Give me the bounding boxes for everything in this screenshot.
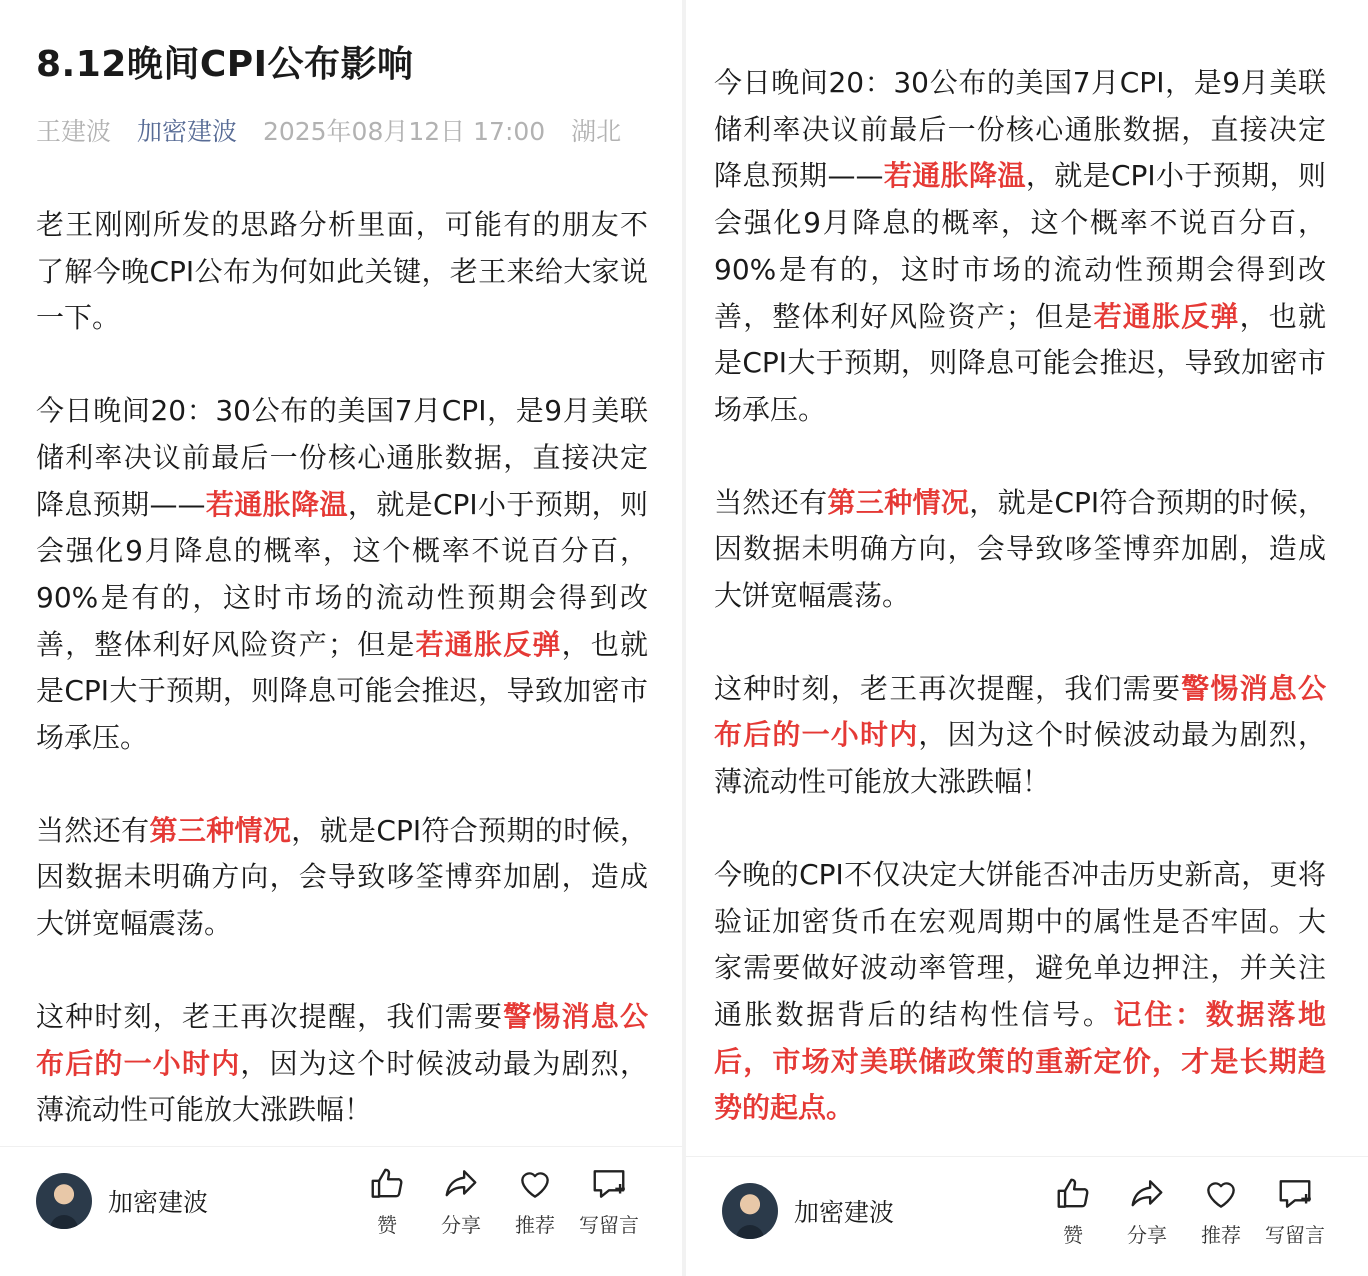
action-bar — [350, 1165, 646, 1238]
comment-button[interactable] — [1258, 1175, 1332, 1248]
recommend-label: 推荐 — [515, 1213, 555, 1237]
highlight-text: 若通胀反弹 — [415, 627, 562, 661]
author-link[interactable]: 王建波 — [36, 117, 112, 146]
highlight-text: 警惕消息公布后的一小时内 — [36, 999, 648, 1080]
article-body — [36, 202, 648, 1180]
author-name[interactable]: 加密建波 — [794, 1198, 895, 1227]
paragraph-text: ，因为这个时候波动最为剧烈，薄流动性可能放大涨跌幅！ — [714, 718, 1326, 799]
highlight-text: 记住：数据落地后，市场对美联储政策的重新定价，才是长期趋势的起点。 — [714, 997, 1326, 1125]
author-name[interactable]: 加密建波 — [108, 1188, 209, 1217]
author-card[interactable] — [722, 1183, 894, 1239]
paragraph-text: ，也就是CPI大于预期，则降息可能会推迟，导致加密市场承压。 — [714, 299, 1326, 426]
avatar[interactable] — [36, 1173, 92, 1229]
paragraph-text: 今日晚间20：30公布的美国7月CPI，是9月美联储利率决议前最后一份核心通胀数据，直接决定降息预期—— — [714, 66, 1326, 193]
paragraph-conclusion — [714, 852, 1326, 1132]
recommend-button[interactable] — [1184, 1175, 1258, 1248]
share-button[interactable] — [424, 1165, 498, 1238]
highlight-text: 若通胀降温 — [205, 487, 348, 521]
paragraph-intro — [36, 202, 648, 342]
account-link[interactable]: 加密建波 — [136, 117, 237, 146]
comment-label: 写留言 — [579, 1213, 639, 1237]
paragraph-text: ，就是CPI小于预期，则会强化9月降息的概率，这个概率不说百分百，90%是有的，这时市场的流动性预期会得到改善，整体利好风险资产；但是 — [714, 159, 1326, 333]
thumbs-up-icon — [1054, 1175, 1092, 1213]
highlight-text: 若通胀反弹 — [1093, 299, 1240, 333]
bottom-bar — [0, 1146, 682, 1276]
share-button[interactable] — [1110, 1175, 1184, 1248]
paragraph-text: 今晚的CPI不仅决定大饼能否冲击历史新高，更将验证加密货币在宏观周期中的属性是否牢固。大家需要做好波动率管理，避免单边押注，并关注通胀数据背后的结构性信号。 — [714, 857, 1326, 1031]
highlight-text: 第三种情况 — [149, 813, 292, 847]
paragraph-text: ，就是CPI符合预期的时候，因数据未明确方向，会导致哆筌博弈加剧，造成大饼宽幅震荡。 — [36, 813, 648, 941]
highlight-text: 第三种情况 — [827, 485, 970, 519]
paragraph-text: 今日晚间20：30公布的美国7月CPI，是9月美联储利率决议前最后一份核心通胀数据，直接决定降息预期—— — [36, 394, 648, 521]
like-button[interactable] — [1036, 1175, 1110, 1248]
comment-button[interactable] — [572, 1165, 646, 1238]
paragraph-cpi — [714, 60, 1326, 434]
article-meta — [36, 112, 639, 148]
author-card[interactable] — [36, 1173, 208, 1229]
paragraph-cpi — [36, 388, 648, 762]
paragraph-warning — [36, 994, 648, 1134]
paragraph-third-case — [36, 808, 648, 948]
avatar[interactable] — [722, 1183, 778, 1239]
comment-label: 写留言 — [1265, 1223, 1325, 1247]
publish-time: 2025年08月12日 17:00 — [262, 117, 546, 146]
comment-icon — [1276, 1175, 1314, 1213]
paragraph-text: ，因为这个时候波动最为剧烈，薄流动性可能放大涨跌幅！ — [36, 1046, 648, 1127]
highlight-text: 若通胀降温 — [883, 159, 1026, 193]
paragraph-text: ，就是CPI符合预期的时候，因数据未明确方向，会导致哆筌博弈加剧，造成大饼宽幅震荡。 — [714, 485, 1326, 613]
heart-icon — [1202, 1175, 1240, 1213]
action-bar — [1036, 1175, 1332, 1248]
comment-icon — [590, 1165, 628, 1203]
paragraph-text: 老王刚刚所发的思路分析里面，可能有的朋友不了解今晚CPI公布为何如此关键，老王来给大家说一下。 — [36, 208, 648, 335]
share-arrow-icon — [442, 1165, 480, 1203]
paragraph-text: 当然还有 — [714, 485, 828, 519]
left-screenshot — [0, 0, 682, 1276]
article-title: 8.12晚间CPI公布影响 — [36, 44, 414, 85]
recommend-button[interactable] — [498, 1165, 572, 1238]
share-label: 分享 — [1127, 1223, 1167, 1247]
paragraph-text: 这种时刻，老王再次提醒，我们需要 — [714, 671, 1182, 705]
like-button[interactable] — [350, 1165, 424, 1238]
paragraph-text: ，也就是CPI大于预期，则降息可能会推迟，导致加密市场承压。 — [36, 627, 648, 755]
like-label: 赞 — [1063, 1223, 1083, 1247]
thumbs-up-icon — [368, 1165, 406, 1203]
share-arrow-icon — [1128, 1175, 1166, 1213]
heart-icon — [516, 1165, 554, 1203]
paragraph-warning — [714, 666, 1326, 806]
paragraph-text: 当然还有 — [36, 813, 150, 847]
recommend-label: 推荐 — [1201, 1223, 1241, 1247]
article-body-continued — [714, 60, 1326, 1178]
highlight-text: 警惕消息公布后的一小时内 — [714, 671, 1326, 752]
paragraph-text: 这种时刻，老王再次提醒，我们需要 — [36, 999, 504, 1033]
paragraph-third-case — [714, 480, 1326, 620]
paragraph-text: ，就是CPI小于预期，则会强化9月降息的概率，这个概率不说百分百，90%是有的，这时市场的流动性预期会得到改善，整体利好风险资产；但是 — [36, 487, 648, 661]
like-label: 赞 — [377, 1213, 397, 1237]
share-label: 分享 — [441, 1213, 481, 1237]
publish-location: 湖北 — [571, 117, 622, 146]
